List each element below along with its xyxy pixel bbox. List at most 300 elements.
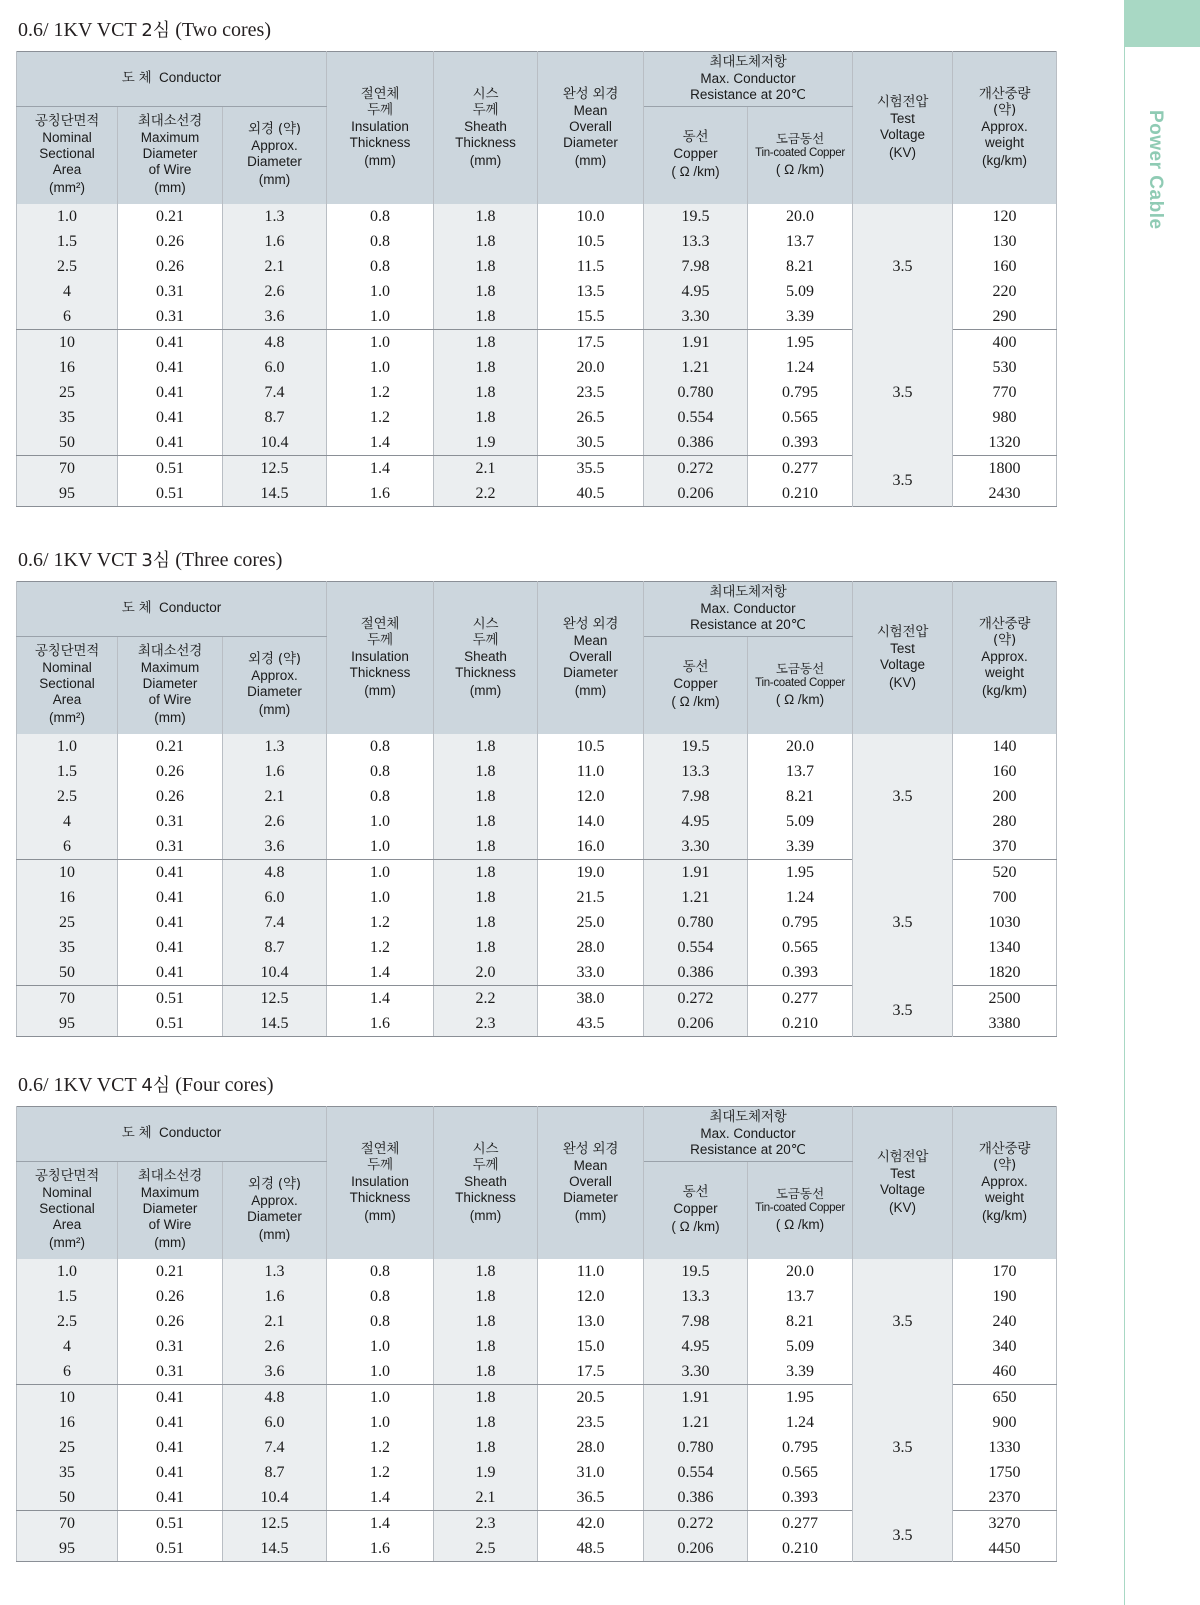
header-max-diameter-of-wire: 최대소선경 Maximum Diameter of Wire (mm) <box>118 636 223 733</box>
cell-insulation-thickness: 1.2 <box>327 1460 434 1485</box>
cell-resistance-tin-copper: 8.21 <box>748 254 853 279</box>
cell-insulation-thickness: 1.0 <box>327 1384 434 1410</box>
cell-overall-diameter: 26.5 <box>538 405 644 430</box>
header-resistance-copper: 동선 Copper ( Ω /km) <box>644 106 748 203</box>
cell-approx-weight: 3270 <box>953 1510 1057 1536</box>
header-max-diameter-of-wire: 최대소선경 Maximum Diameter of Wire (mm) <box>118 106 223 203</box>
cell-resistance-tin-copper: 1.95 <box>748 1384 853 1410</box>
cell-sheath-thickness: 1.8 <box>434 935 538 960</box>
cell-nominal-area: 1.5 <box>17 1284 118 1309</box>
cell-insulation-thickness: 0.8 <box>327 734 434 759</box>
cell-approx-weight: 2500 <box>953 985 1057 1011</box>
cell-max-wire-diameter: 0.41 <box>118 355 223 380</box>
cell-nominal-area: 2.5 <box>17 254 118 279</box>
cell-insulation-thickness: 1.4 <box>327 455 434 481</box>
cell-nominal-area: 95 <box>17 1536 118 1562</box>
header-nominal-sectional-area: 공칭단면적 Nominal Sectional Area (mm²) <box>17 1161 118 1258</box>
cell-resistance-copper: 1.91 <box>644 859 748 885</box>
cell-resistance-copper: 0.272 <box>644 455 748 481</box>
cell-approx-weight: 2370 <box>953 1485 1057 1511</box>
cell-overall-diameter: 21.5 <box>538 885 644 910</box>
cell-approx-diameter: 14.5 <box>223 1011 327 1037</box>
cell-insulation-thickness: 1.2 <box>327 380 434 405</box>
cell-approx-weight: 770 <box>953 380 1057 405</box>
cell-nominal-area: 35 <box>17 935 118 960</box>
cell-nominal-area: 70 <box>17 1510 118 1536</box>
cell-resistance-copper: 0.386 <box>644 1485 748 1511</box>
cell-approx-diameter: 3.6 <box>223 834 327 860</box>
cell-overall-diameter: 40.5 <box>538 481 644 507</box>
cell-resistance-tin-copper: 8.21 <box>748 784 853 809</box>
cell-overall-diameter: 12.0 <box>538 784 644 809</box>
cell-resistance-tin-copper: 0.565 <box>748 1460 853 1485</box>
cell-insulation-thickness: 1.2 <box>327 910 434 935</box>
cell-sheath-thickness: 2.3 <box>434 1510 538 1536</box>
cell-nominal-area: 1.0 <box>17 204 118 229</box>
cell-resistance-tin-copper: 20.0 <box>748 734 853 759</box>
cell-resistance-copper: 7.98 <box>644 254 748 279</box>
cell-test-voltage: 3.5 <box>853 204 953 330</box>
cell-sheath-thickness: 1.8 <box>434 734 538 759</box>
cell-insulation-thickness: 1.0 <box>327 304 434 330</box>
cell-sheath-thickness: 1.8 <box>434 229 538 254</box>
cell-max-wire-diameter: 0.51 <box>118 455 223 481</box>
cell-insulation-thickness: 0.8 <box>327 1259 434 1284</box>
cell-insulation-thickness: 1.0 <box>327 1410 434 1435</box>
side-tab <box>1124 0 1200 1605</box>
cell-resistance-tin-copper: 1.24 <box>748 1410 853 1435</box>
cell-overall-diameter: 16.0 <box>538 834 644 860</box>
cell-resistance-tin-copper: 0.565 <box>748 405 853 430</box>
cell-max-wire-diameter: 0.21 <box>118 1259 223 1284</box>
cell-insulation-thickness: 1.0 <box>327 885 434 910</box>
cell-approx-weight: 700 <box>953 885 1057 910</box>
cell-max-wire-diameter: 0.51 <box>118 1510 223 1536</box>
cell-overall-diameter: 31.0 <box>538 1460 644 1485</box>
cell-nominal-area: 70 <box>17 455 118 481</box>
cell-max-wire-diameter: 0.41 <box>118 405 223 430</box>
cell-sheath-thickness: 2.2 <box>434 481 538 507</box>
cell-approx-diameter: 4.8 <box>223 1384 327 1410</box>
cell-approx-weight: 140 <box>953 734 1057 759</box>
header-mean-overall-diameter: 완성 외경 Mean Overall Diameter (mm) <box>538 1107 644 1259</box>
header-conductor-group: 도 체 Conductor <box>17 1107 327 1162</box>
cell-resistance-copper: 13.3 <box>644 229 748 254</box>
cell-sheath-thickness: 1.8 <box>434 859 538 885</box>
cell-resistance-copper: 0.206 <box>644 1011 748 1037</box>
cell-test-voltage: 3.5 <box>853 734 953 860</box>
cell-approx-diameter: 8.7 <box>223 935 327 960</box>
cell-resistance-copper: 0.554 <box>644 405 748 430</box>
cell-resistance-tin-copper: 3.39 <box>748 834 853 860</box>
cell-approx-diameter: 1.3 <box>223 1259 327 1284</box>
cell-sheath-thickness: 1.9 <box>434 430 538 456</box>
cell-resistance-tin-copper: 5.09 <box>748 809 853 834</box>
cell-max-wire-diameter: 0.51 <box>118 1536 223 1562</box>
cell-insulation-thickness: 0.8 <box>327 759 434 784</box>
cell-overall-diameter: 10.5 <box>538 734 644 759</box>
header-group-row <box>17 1107 1057 1162</box>
table-row <box>17 985 1057 1011</box>
cell-approx-weight: 1320 <box>953 430 1057 456</box>
cell-overall-diameter: 17.5 <box>538 329 644 355</box>
spec-section <box>16 546 1056 1037</box>
cell-approx-weight: 900 <box>953 1410 1057 1435</box>
cell-max-wire-diameter: 0.31 <box>118 304 223 330</box>
cell-max-wire-diameter: 0.26 <box>118 759 223 784</box>
cell-max-wire-diameter: 0.51 <box>118 1011 223 1037</box>
cell-max-wire-diameter: 0.31 <box>118 834 223 860</box>
cell-sheath-thickness: 1.8 <box>434 1259 538 1284</box>
cell-sheath-thickness: 1.8 <box>434 759 538 784</box>
table-row <box>17 204 1057 229</box>
cell-sheath-thickness: 1.8 <box>434 405 538 430</box>
cell-resistance-tin-copper: 1.95 <box>748 329 853 355</box>
cell-insulation-thickness: 0.8 <box>327 784 434 809</box>
header-test-voltage: 시험전압 Test Voltage (KV) <box>853 582 953 734</box>
cell-nominal-area: 1.5 <box>17 229 118 254</box>
cell-insulation-thickness: 1.4 <box>327 430 434 456</box>
cell-approx-diameter: 2.1 <box>223 1309 327 1334</box>
cell-approx-weight: 280 <box>953 809 1057 834</box>
cell-max-wire-diameter: 0.21 <box>118 734 223 759</box>
table-row <box>17 455 1057 481</box>
cell-insulation-thickness: 1.0 <box>327 355 434 380</box>
cell-resistance-copper: 13.3 <box>644 1284 748 1309</box>
cell-nominal-area: 16 <box>17 885 118 910</box>
cable-spec-table <box>16 1106 1057 1562</box>
cell-nominal-area: 25 <box>17 380 118 405</box>
cell-sheath-thickness: 1.8 <box>434 1359 538 1385</box>
header-insulation-thickness: 절연체 두께 Insulation Thickness (mm) <box>327 52 434 204</box>
cell-max-wire-diameter: 0.51 <box>118 985 223 1011</box>
cell-nominal-area: 4 <box>17 809 118 834</box>
cell-nominal-area: 50 <box>17 430 118 456</box>
cell-approx-diameter: 4.8 <box>223 329 327 355</box>
cell-nominal-area: 10 <box>17 1384 118 1410</box>
cell-sheath-thickness: 1.8 <box>434 329 538 355</box>
cell-resistance-tin-copper: 8.21 <box>748 1309 853 1334</box>
cell-approx-weight: 1750 <box>953 1460 1057 1485</box>
cell-sheath-thickness: 1.8 <box>434 1410 538 1435</box>
cell-insulation-thickness: 1.6 <box>327 481 434 507</box>
cell-resistance-copper: 3.30 <box>644 1359 748 1385</box>
cell-approx-diameter: 12.5 <box>223 455 327 481</box>
cell-overall-diameter: 10.5 <box>538 229 644 254</box>
table-header <box>17 52 1057 204</box>
cell-approx-diameter: 1.3 <box>223 204 327 229</box>
header-approx-weight: 개산중량 (약) Approx. weight (kg/km) <box>953 52 1057 204</box>
side-tab-accent-block <box>1124 0 1200 47</box>
cell-test-voltage: 3.5 <box>853 985 953 1036</box>
cell-overall-diameter: 17.5 <box>538 1359 644 1385</box>
cell-approx-diameter: 2.6 <box>223 1334 327 1359</box>
cell-resistance-tin-copper: 20.0 <box>748 204 853 229</box>
cell-insulation-thickness: 1.0 <box>327 1359 434 1385</box>
cell-insulation-thickness: 1.0 <box>327 859 434 885</box>
cell-sheath-thickness: 2.5 <box>434 1536 538 1562</box>
cell-sheath-thickness: 1.8 <box>434 279 538 304</box>
cell-test-voltage: 3.5 <box>853 455 953 506</box>
cell-overall-diameter: 19.0 <box>538 859 644 885</box>
cell-sheath-thickness: 1.8 <box>434 1334 538 1359</box>
cell-resistance-tin-copper: 0.277 <box>748 1510 853 1536</box>
cell-resistance-tin-copper: 0.795 <box>748 380 853 405</box>
cell-sheath-thickness: 2.1 <box>434 1485 538 1511</box>
header-group-row <box>17 582 1057 637</box>
cell-nominal-area: 10 <box>17 329 118 355</box>
cell-max-wire-diameter: 0.41 <box>118 859 223 885</box>
cell-max-wire-diameter: 0.26 <box>118 1309 223 1334</box>
cell-resistance-copper: 0.206 <box>644 1536 748 1562</box>
header-approx-weight: 개산중량 (약) Approx. weight (kg/km) <box>953 1107 1057 1259</box>
side-tab-divider <box>1124 47 1125 1605</box>
cable-spec-table <box>16 581 1057 1037</box>
header-resistance-tin-coated-copper: 도금동선 Tin-coated Copper ( Ω /km) <box>748 106 853 203</box>
cell-nominal-area: 6 <box>17 304 118 330</box>
cell-resistance-copper: 0.780 <box>644 1435 748 1460</box>
table-header <box>17 582 1057 734</box>
cell-overall-diameter: 48.5 <box>538 1536 644 1562</box>
cell-resistance-tin-copper: 0.393 <box>748 1485 853 1511</box>
cell-resistance-copper: 1.21 <box>644 355 748 380</box>
cell-sheath-thickness: 1.9 <box>434 1460 538 1485</box>
cell-sheath-thickness: 1.8 <box>434 380 538 405</box>
cell-max-wire-diameter: 0.31 <box>118 809 223 834</box>
cell-nominal-area: 50 <box>17 960 118 986</box>
cell-approx-weight: 370 <box>953 834 1057 860</box>
cell-resistance-tin-copper: 13.7 <box>748 1284 853 1309</box>
header-resistance-tin-coated-copper: 도금동선 Tin-coated Copper ( Ω /km) <box>748 636 853 733</box>
cell-overall-diameter: 13.5 <box>538 279 644 304</box>
cell-approx-weight: 340 <box>953 1334 1057 1359</box>
cell-max-wire-diameter: 0.41 <box>118 380 223 405</box>
cell-resistance-copper: 1.91 <box>644 1384 748 1410</box>
header-nominal-sectional-area: 공칭단면적 Nominal Sectional Area (mm²) <box>17 106 118 203</box>
header-resistance-copper: 동선 Copper ( Ω /km) <box>644 636 748 733</box>
cell-nominal-area: 25 <box>17 1435 118 1460</box>
cell-approx-diameter: 1.6 <box>223 229 327 254</box>
cell-resistance-tin-copper: 0.210 <box>748 1536 853 1562</box>
cell-approx-diameter: 7.4 <box>223 910 327 935</box>
cell-approx-weight: 1030 <box>953 910 1057 935</box>
cell-resistance-copper: 19.5 <box>644 204 748 229</box>
cell-sheath-thickness: 1.8 <box>434 204 538 229</box>
header-insulation-thickness: 절연체 두께 Insulation Thickness (mm) <box>327 1107 434 1259</box>
table-row <box>17 859 1057 885</box>
cell-overall-diameter: 23.5 <box>538 380 644 405</box>
cell-overall-diameter: 36.5 <box>538 1485 644 1511</box>
cell-overall-diameter: 15.5 <box>538 304 644 330</box>
cell-approx-diameter: 1.6 <box>223 759 327 784</box>
cell-nominal-area: 95 <box>17 1011 118 1037</box>
cell-sheath-thickness: 1.8 <box>434 304 538 330</box>
header-mean-overall-diameter: 완성 외경 Mean Overall Diameter (mm) <box>538 582 644 734</box>
cell-nominal-area: 6 <box>17 834 118 860</box>
table-body <box>17 734 1057 1037</box>
cell-insulation-thickness: 1.0 <box>327 279 434 304</box>
cell-nominal-area: 6 <box>17 1359 118 1385</box>
cell-approx-diameter: 12.5 <box>223 985 327 1011</box>
cell-approx-diameter: 12.5 <box>223 1510 327 1536</box>
cell-max-wire-diameter: 0.26 <box>118 1284 223 1309</box>
cell-insulation-thickness: 1.4 <box>327 1485 434 1511</box>
cell-overall-diameter: 10.0 <box>538 204 644 229</box>
cell-approx-weight: 290 <box>953 304 1057 330</box>
cell-max-wire-diameter: 0.31 <box>118 279 223 304</box>
cell-approx-weight: 170 <box>953 1259 1057 1284</box>
cell-resistance-tin-copper: 0.277 <box>748 455 853 481</box>
header-approx-weight: 개산중량 (약) Approx. weight (kg/km) <box>953 582 1057 734</box>
cell-resistance-copper: 3.30 <box>644 304 748 330</box>
section-title: 0.6/ 1KV VCT 2심 (Two cores) <box>18 19 271 41</box>
cell-sheath-thickness: 1.8 <box>434 834 538 860</box>
cell-insulation-thickness: 1.0 <box>327 1334 434 1359</box>
cell-insulation-thickness: 1.2 <box>327 1435 434 1460</box>
cell-insulation-thickness: 1.6 <box>327 1536 434 1562</box>
cell-max-wire-diameter: 0.41 <box>118 885 223 910</box>
cell-resistance-tin-copper: 13.7 <box>748 229 853 254</box>
cell-sheath-thickness: 2.1 <box>434 455 538 481</box>
cell-overall-diameter: 12.0 <box>538 1284 644 1309</box>
cell-nominal-area: 4 <box>17 279 118 304</box>
cell-insulation-thickness: 0.8 <box>327 1284 434 1309</box>
cell-max-wire-diameter: 0.41 <box>118 1460 223 1485</box>
cell-nominal-area: 35 <box>17 405 118 430</box>
cell-approx-weight: 3380 <box>953 1011 1057 1037</box>
cell-resistance-tin-copper: 0.795 <box>748 1435 853 1460</box>
header-mean-overall-diameter: 완성 외경 Mean Overall Diameter (mm) <box>538 52 644 204</box>
section-title: 0.6/ 1KV VCT 3심 (Three cores) <box>18 549 283 571</box>
cell-insulation-thickness: 0.8 <box>327 229 434 254</box>
side-tab-label: Power Cable <box>1145 110 1166 230</box>
cell-nominal-area: 1.0 <box>17 1259 118 1284</box>
cell-nominal-area: 25 <box>17 910 118 935</box>
cell-approx-weight: 530 <box>953 355 1057 380</box>
cell-resistance-copper: 0.554 <box>644 1460 748 1485</box>
cell-resistance-copper: 0.780 <box>644 910 748 935</box>
cell-max-wire-diameter: 0.26 <box>118 254 223 279</box>
cell-resistance-tin-copper: 20.0 <box>748 1259 853 1284</box>
cell-approx-diameter: 2.1 <box>223 784 327 809</box>
cell-approx-diameter: 4.8 <box>223 859 327 885</box>
cell-max-wire-diameter: 0.41 <box>118 1384 223 1410</box>
cell-approx-diameter: 8.7 <box>223 405 327 430</box>
cell-sheath-thickness: 1.8 <box>434 910 538 935</box>
cell-max-wire-diameter: 0.31 <box>118 1359 223 1385</box>
cell-approx-diameter: 2.6 <box>223 809 327 834</box>
cell-max-wire-diameter: 0.41 <box>118 1435 223 1460</box>
cell-sheath-thickness: 1.8 <box>434 1435 538 1460</box>
cell-approx-weight: 160 <box>953 759 1057 784</box>
spec-section <box>16 1071 1056 1562</box>
header-resistance-tin-coated-copper: 도금동선 Tin-coated Copper ( Ω /km) <box>748 1161 853 1258</box>
header-group-row <box>17 52 1057 107</box>
cell-approx-diameter: 7.4 <box>223 1435 327 1460</box>
header-resistance-group: 최대도체저항 Max. Conductor Resistance at 20℃ <box>644 582 853 637</box>
header-sheath-thickness: 시스 두께 Sheath Thickness (mm) <box>434 52 538 204</box>
cell-sheath-thickness: 1.8 <box>434 809 538 834</box>
cell-nominal-area: 16 <box>17 355 118 380</box>
header-test-voltage: 시험전압 Test Voltage (KV) <box>853 1107 953 1259</box>
cell-overall-diameter: 30.5 <box>538 430 644 456</box>
cell-sheath-thickness: 1.8 <box>434 1284 538 1309</box>
cell-nominal-area: 2.5 <box>17 784 118 809</box>
cell-approx-diameter: 6.0 <box>223 1410 327 1435</box>
cell-nominal-area: 2.5 <box>17 1309 118 1334</box>
cell-insulation-thickness: 1.4 <box>327 960 434 986</box>
cell-sheath-thickness: 2.2 <box>434 985 538 1011</box>
cell-resistance-tin-copper: 5.09 <box>748 279 853 304</box>
cell-resistance-copper: 0.272 <box>644 1510 748 1536</box>
cell-nominal-area: 50 <box>17 1485 118 1511</box>
cell-approx-diameter: 3.6 <box>223 1359 327 1385</box>
cell-resistance-copper: 4.95 <box>644 279 748 304</box>
table-row <box>17 1259 1057 1284</box>
cell-approx-diameter: 8.7 <box>223 1460 327 1485</box>
cell-approx-weight: 1800 <box>953 455 1057 481</box>
cell-max-wire-diameter: 0.26 <box>118 784 223 809</box>
cell-nominal-area: 1.5 <box>17 759 118 784</box>
cell-resistance-copper: 4.95 <box>644 1334 748 1359</box>
cell-approx-weight: 190 <box>953 1284 1057 1309</box>
header-resistance-group: 최대도체저항 Max. Conductor Resistance at 20℃ <box>644 1107 853 1162</box>
cell-resistance-tin-copper: 3.39 <box>748 304 853 330</box>
cell-max-wire-diameter: 0.41 <box>118 935 223 960</box>
cell-resistance-tin-copper: 1.24 <box>748 355 853 380</box>
cell-approx-weight: 980 <box>953 405 1057 430</box>
cell-overall-diameter: 23.5 <box>538 1410 644 1435</box>
cell-resistance-copper: 4.95 <box>644 809 748 834</box>
cell-resistance-copper: 1.21 <box>644 885 748 910</box>
header-insulation-thickness: 절연체 두께 Insulation Thickness (mm) <box>327 582 434 734</box>
cell-resistance-tin-copper: 0.393 <box>748 430 853 456</box>
cell-resistance-copper: 0.386 <box>644 430 748 456</box>
header-max-diameter-of-wire: 최대소선경 Maximum Diameter of Wire (mm) <box>118 1161 223 1258</box>
cell-resistance-tin-copper: 5.09 <box>748 1334 853 1359</box>
cell-overall-diameter: 14.0 <box>538 809 644 834</box>
header-approx-diameter: 외경 (약) Approx. Diameter (mm) <box>223 106 327 203</box>
header-test-voltage: 시험전압 Test Voltage (KV) <box>853 52 953 204</box>
cell-overall-diameter: 15.0 <box>538 1334 644 1359</box>
cell-nominal-area: 95 <box>17 481 118 507</box>
cell-sheath-thickness: 2.3 <box>434 1011 538 1037</box>
cell-nominal-area: 10 <box>17 859 118 885</box>
header-conductor-group: 도 체 Conductor <box>17 52 327 107</box>
cell-approx-diameter: 6.0 <box>223 885 327 910</box>
cell-resistance-copper: 19.5 <box>644 1259 748 1284</box>
cell-nominal-area: 35 <box>17 1460 118 1485</box>
cell-max-wire-diameter: 0.41 <box>118 910 223 935</box>
cell-max-wire-diameter: 0.41 <box>118 430 223 456</box>
cell-approx-diameter: 3.6 <box>223 304 327 330</box>
cell-resistance-copper: 1.91 <box>644 329 748 355</box>
cell-resistance-copper: 0.554 <box>644 935 748 960</box>
cell-overall-diameter: 42.0 <box>538 1510 644 1536</box>
cell-resistance-copper: 1.21 <box>644 1410 748 1435</box>
cell-max-wire-diameter: 0.41 <box>118 960 223 986</box>
cell-insulation-thickness: 1.2 <box>327 935 434 960</box>
cell-approx-diameter: 6.0 <box>223 355 327 380</box>
cell-approx-weight: 160 <box>953 254 1057 279</box>
cell-max-wire-diameter: 0.31 <box>118 1334 223 1359</box>
cell-resistance-copper: 0.272 <box>644 985 748 1011</box>
cell-nominal-area: 4 <box>17 1334 118 1359</box>
cell-approx-diameter: 7.4 <box>223 380 327 405</box>
cell-insulation-thickness: 1.0 <box>327 809 434 834</box>
cell-insulation-thickness: 1.0 <box>327 329 434 355</box>
cell-insulation-thickness: 0.8 <box>327 204 434 229</box>
